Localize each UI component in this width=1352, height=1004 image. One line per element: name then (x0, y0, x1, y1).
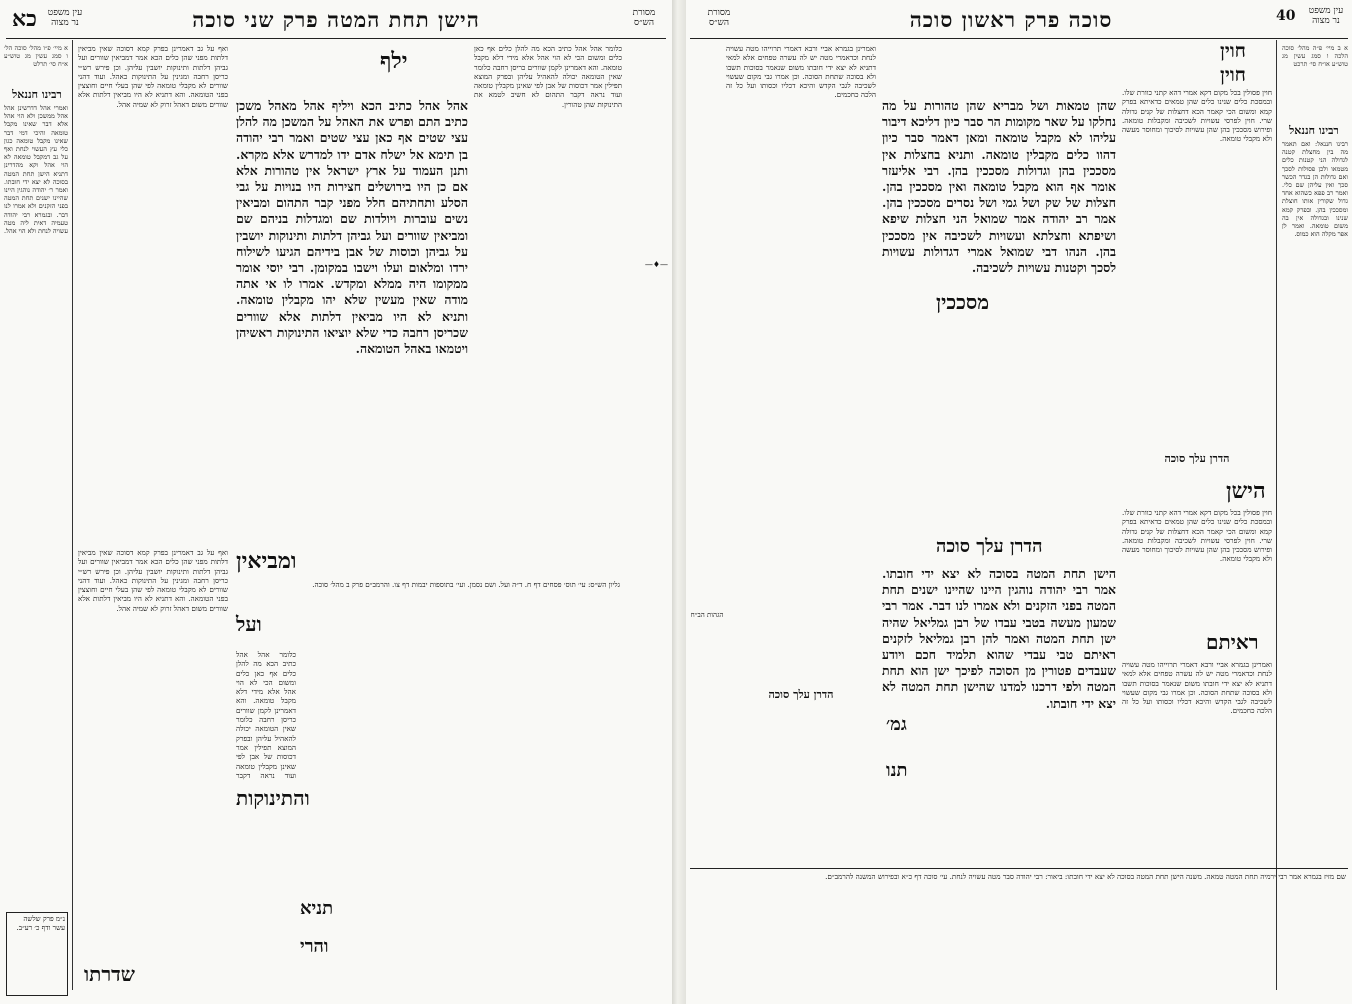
right-bottom-notes: שם מזיז בגמרא אמר רבי ירמיה תחת המטה טמאה. משנה הישן תחת המטה בסוכה לא יצא ידי חובתו: ביאור: רבי יהודה סבר מטה עשויה לנחת. עי׳ סוכה דף כ״א ובפירוש המשנה להרמב״ם. (825, 872, 1346, 881)
left-lead-word-2: ומביאין (236, 548, 297, 574)
left-rashi-column: כלומר אהל אהל כתיב הכא מה להלן כלים אף כאן כלים ומשום הכי לא הוי אהל אלא מידי דלא מקבל טומאה. והא דאמרינן לקמן שוורים כריסן רחבה כלומר שאין הטומאה יכולה להאהיל עליהן ובפרק המוצא תפילין אמר דכוסות של אבן לפי שאינן מקבלין טומאה ועוד נראה דקבר התהום לא חשיב לטמא את התינוקות שהן טהורין. (474, 44, 622, 109)
left-lead-word-7: שדרתו (84, 962, 135, 986)
right-gemara-text: שהן טמאות ושל מבריא שהן טהורות על מה נחלקו על שאר מקומות הר סבר כיון דליכא דיבור עליהו לא מקבל טומאה ומאן דאמר סבר כיון דהוו כלים מקבלין טומאה. ותניא בחצלות אין מסככין בהן וגדולות מסככין בהן. רבי אליעזר אומר אף הוא מקבל טומאה ואין מסככין בהן. חצלות של שק ושל גמי ושל נסרים מסככין בהן. אמר רב יהודה אמר שמואל הני חצלות שיפא ושיפתא וחצלתא ועשויות לשכיבה אין מסככין בהן. הנהו דבי שמואל אמרי דגדולות עשויות לסכך וקטנות עשויות לשכיבה. (882, 98, 1116, 276)
right-page (686, 0, 1352, 1004)
right-page-number: 40 (1276, 8, 1296, 24)
right-bottom-rule (690, 868, 1348, 869)
left-header-rule (6, 38, 666, 39)
left-running-head: הישן תחת המטה פרק שני סוכה (192, 7, 480, 32)
right-rashi-column: ואמרינן בגמרא אביי ורבא דאמרי תרוייהו מטה עשויה לנחת וכדאמרי מטה יש לה עשרה טפחים אלא למאי דתניא לא יצא ידי חובתו משום שנאמר בסוכות תשבו ולא בסוכה שתחת הסוכה. וכן אמרו גבי מקום שעשוי לשכיבה לגבי הקדש והיכא דכליו וכסותו ועל כל זה הלכה כחכמים. (726, 44, 876, 100)
right-tosafot-bottom: ואמרינן בגמרא אביי ורבא דאמרי תרוייהו מטה עשויה לנחת וכדאמרי מטה יש לה עשרה טפחים אלא למאי דתניא לא יצא ידי חובתו משום שנאמר בסוכות תשבו ולא בסוכה שתחת הסוכה. וכן אמרו גבי מקום שעשוי לשכיבה לגבי הקדש והיכא דכליו וכסותו ועל כל זה הלכה כחכמים. (1122, 660, 1272, 716)
right-hadran-big: הדרן עלך סוכה (936, 536, 1043, 557)
right-ein-mishpat-label: עין משפט נר מצוה (1308, 6, 1344, 26)
left-header (56, 4, 616, 36)
right-running-head: סוכה פרק ראשון סוכה (909, 7, 1113, 32)
right-ein-mishpat-column: א ב מיי׳ פ״ה מהל׳ סוכה הלכה ו סמג עשין מג טוש״ע או״ח סי׳ תרכט (1282, 44, 1348, 69)
left-tosafot-continuation: גליון הש״ס: עי׳ תוס׳ פסחים דף ח. ד״ה ועל. ושם נסמן. ועי׳ בתוספות יבמות דף צו. והרמב״ם פרק ב מהל׳ סוכה. (312, 580, 620, 589)
right-rashi-hadran: הדרן עלך סוכה (768, 688, 834, 701)
right-lead-word-2: חוין (1220, 64, 1246, 86)
right-hagahot-label: הגהות הב״ח (690, 611, 724, 619)
left-lower-gutter-text: כלומר אהל אהל כתיב הכא מה להלן כלים אף כאן כלים ומשום הכי לא הוי אהל אלא מידי דלא מקבל טומאה. והא דאמרינן לקמן שוורים כריסן רחבה כלומר שאין הטומאה יכולה להאהיל עליהן ובפרק המוצא תפילין אמר דכוסות של אבן לפי שאינן מקבלין טומאה ועוד נראה דקבר (236, 650, 296, 780)
binding-gutter (672, 0, 686, 1004)
right-rabbeinu-title: רבינו חננאל (1289, 124, 1339, 137)
left-page-number: כא (12, 6, 37, 32)
right-mishna-text: הישן תחת המטה בסוכה לא יצא ידי חובתו. אמר רבי יהודה נוהגין היינו שהיינו ישנים תחת המטה בפני הזקנים ולא אמרו לנו דבר. אמר רבי שמעון מעשה בטבי עבדו של רבן גמליאל שהיה ישן תחת המטה ואמר להן רבן גמליאל לזקנים ראיתם טבי עבדי שהוא תלמיד חכם ויודע שעבדים פטורין מן הסוכה לפיכך ישן הוא תחת המטה ולפי דרכנו למדנו שהישן תחת המטה לא יצא ידי חובתו. (882, 566, 1116, 711)
right-lead-word-7: תנו (886, 760, 908, 781)
left-mesoret-note: —♦— (644, 260, 668, 269)
left-tosafot-column: ואף על גב דאמרינן בפרק קמא דסוכה שאין מביאין דלתות מפני שהן כלים הכא אמר דמביאין שוורים ועל גביהן דלתות ותינוקות יושבין עליהן. וכן פירש רש״י כריסן רחבה ומגינין על התינוקות כאהל. ועוד דהני שוורים לא מקבלי טומאה לפי שהן בעלי חיים וחוצצין בפני הטומאה. והא דתניא לא היו מביאין דלתות אלא שוורים משום דאהל זרוק לא שמיה אהל. (78, 44, 228, 109)
left-margin-rule (72, 40, 73, 990)
left-footnote-box: נ״מ פרק שלשה עשר ודף כ׳ רע״ב. (6, 912, 68, 996)
left-page (0, 0, 672, 1004)
left-gemara-text: אהל אהל כתיב הכא ויליף אהל מאהל משכן כתיב התם ופרש את האהל על המשכן מה להלן עצי שטים אף כאן עצי שטים ואמר רבי יהודה בן תימא אל ישלח אדם ידו למדרש אלא מקרא. ותנן העמוד על ארץ ישראל אין טהורות אלא אם כן היו בירושלים חצירות היו בנויות על גבי הסלע ותחתיהם חלל מפני קבר התהום ומביאין נשים עוברות ויולדות שם ומגדלות בניהם שם ומביאין שוורים ועל גביהן דלתות ותינוקות יושבין על גביהן וכוסות של אבן בידיהם הגיעו לשילוח ירדו ומלאום ועלו וישבו במקומן. רבי יוסי אומר ממקומו היה ממלא ומקדש. אמרו לו אי אתה מודה שאין מעשין שלא יהו מקבלין טומאה. ותניא לא היו מביאין דלתות אלא שוורים שכריסן רחבה כדי שלא יוציאו התינוקות ראשיהן ויטמאו באהל הטומאה. (236, 98, 468, 357)
right-header-rule (690, 38, 1348, 39)
right-lead-word-1: חוין (1220, 40, 1246, 62)
left-lead-word-4: והתינוקות (236, 786, 310, 810)
right-tosafot-column: חוין פסולין בכל מקום דקא אמרי דהא קתני כוורת שלו. ובמסכת כלים שנינו כלים שהן טמאים כדאיתא בפרק קמא ומשום הכי קאמר הכא דחצלות של קנים גדולה שרי. חוין לפרסי עשויות לשכיבה ומקבלות טומאה. ופירוש מסככין בהן שהן עשויות לסיכוך ומחוסר מעשה ולא מקבלי טומאה. (1122, 88, 1272, 144)
left-tosafot-lower: ואף על גב דאמרינן בפרק קמא דסוכה שאין מביאין דלתות מפני שהן כלים הכא אמר דמביאין שוורים ועל גביהן דלתות ותינוקות יושבין עליהן. וכן פירש רש״י כריסן רחבה ומגינין על התינוקות כאהל. ועוד דהני שוורים לא מקבלי טומאה לפי שהן בעלי חיים וחוצצין בפני הטומאה. והא דתניא לא היו מביאין דלתות אלא שוורים משום דאהל זרוק לא שמיה אהל. (78, 548, 228, 613)
right-rabbeinu-text: רבינו חננאל: ואם תאמר מה בין מחצלת קטנה לגדולה הני קטנות כלים מטמאו ולכן פסולות לסכך ואם גדולות הן בגדר הכשר סכך ואין עליהן שם כלי. ואמר רב פפא כשהוא אחד גדול שקורין אותו חוצלת ומסככין בהן. ובפרק קמא שנינו ובגדולה אין בה משום טומאה. ואמר לן אפר מקלה הוא כמוס. (1282, 140, 1348, 239)
right-header (776, 4, 1246, 36)
left-lead-word-5: תניא (300, 898, 334, 919)
left-rabbeinu-text: ואמרי אהל דדרשינן אהל אהל ממשכן ולא הוי אהל אלא דבר שאינו מקבל טומאה והיכי דמי דבר שאינו מקבל טומאה כגון כלי עץ העשוי לנחת ואף על גב דמקבל טומאה לא הוי אהל וקא מהדרינן דתניא הישן תחת המטה בסוכה לא יצא ידי חובתו. ואמר ר׳ יהודה נוהגין היינו שהיינו ישנים תחת המטה בפני הזקנים ולא אמרו לנו דבר. ובגמרא רבי יהודה טעמיה דאית ליה מטה עשויה לנחת ולא הוי אהל. (4, 104, 68, 236)
left-lead-word-6: והרי (300, 936, 329, 957)
right-lead-word-3: מסככין (936, 290, 990, 314)
right-mesoret-label: מסורת הש״ס (707, 8, 731, 28)
left-ein-mishpat-column: א מיי׳ פ״ו מהל׳ סוכה הל׳ ו סמג עשין מג טוש״ע א״ח סי׳ תרלט (4, 44, 68, 69)
right-tosafot-hadran: הדרן עלך סוכה (1164, 452, 1230, 465)
right-lead-word-5: ראיתם (1206, 630, 1259, 654)
right-tosafot-lower: חוין פסולין בכל מקום דקא אמרי דהא קתני כוורת שלו. ובמסכת כלים שנינו כלים שהן טמאים כדאיתא בפרק קמא ומשום הכי קאמר הכא דחצלות של קנים גדולה שרי. חוין לפרסי עשויות לשכיבה ומקבלות טומאה. ופירוש מסככין בהן שהן עשויות לסיכוך ומחוסר מעשה ולא מקבלי טומאה. (1122, 508, 1272, 564)
left-mesoret-label: מסורת הש״ס (632, 8, 656, 28)
left-rabbeinu-title: רבינו חננאל (12, 88, 62, 101)
left-lead-word-1: ילף (380, 48, 408, 74)
left-lead-word-3: ועל (236, 612, 262, 636)
left-ein-mishpat-label: עין משפט נר מצוה (47, 8, 83, 28)
right-lead-word-4: הישן (1226, 478, 1266, 504)
right-lead-word-6: גמ׳ (886, 714, 907, 735)
right-margin-rule (1276, 40, 1277, 990)
